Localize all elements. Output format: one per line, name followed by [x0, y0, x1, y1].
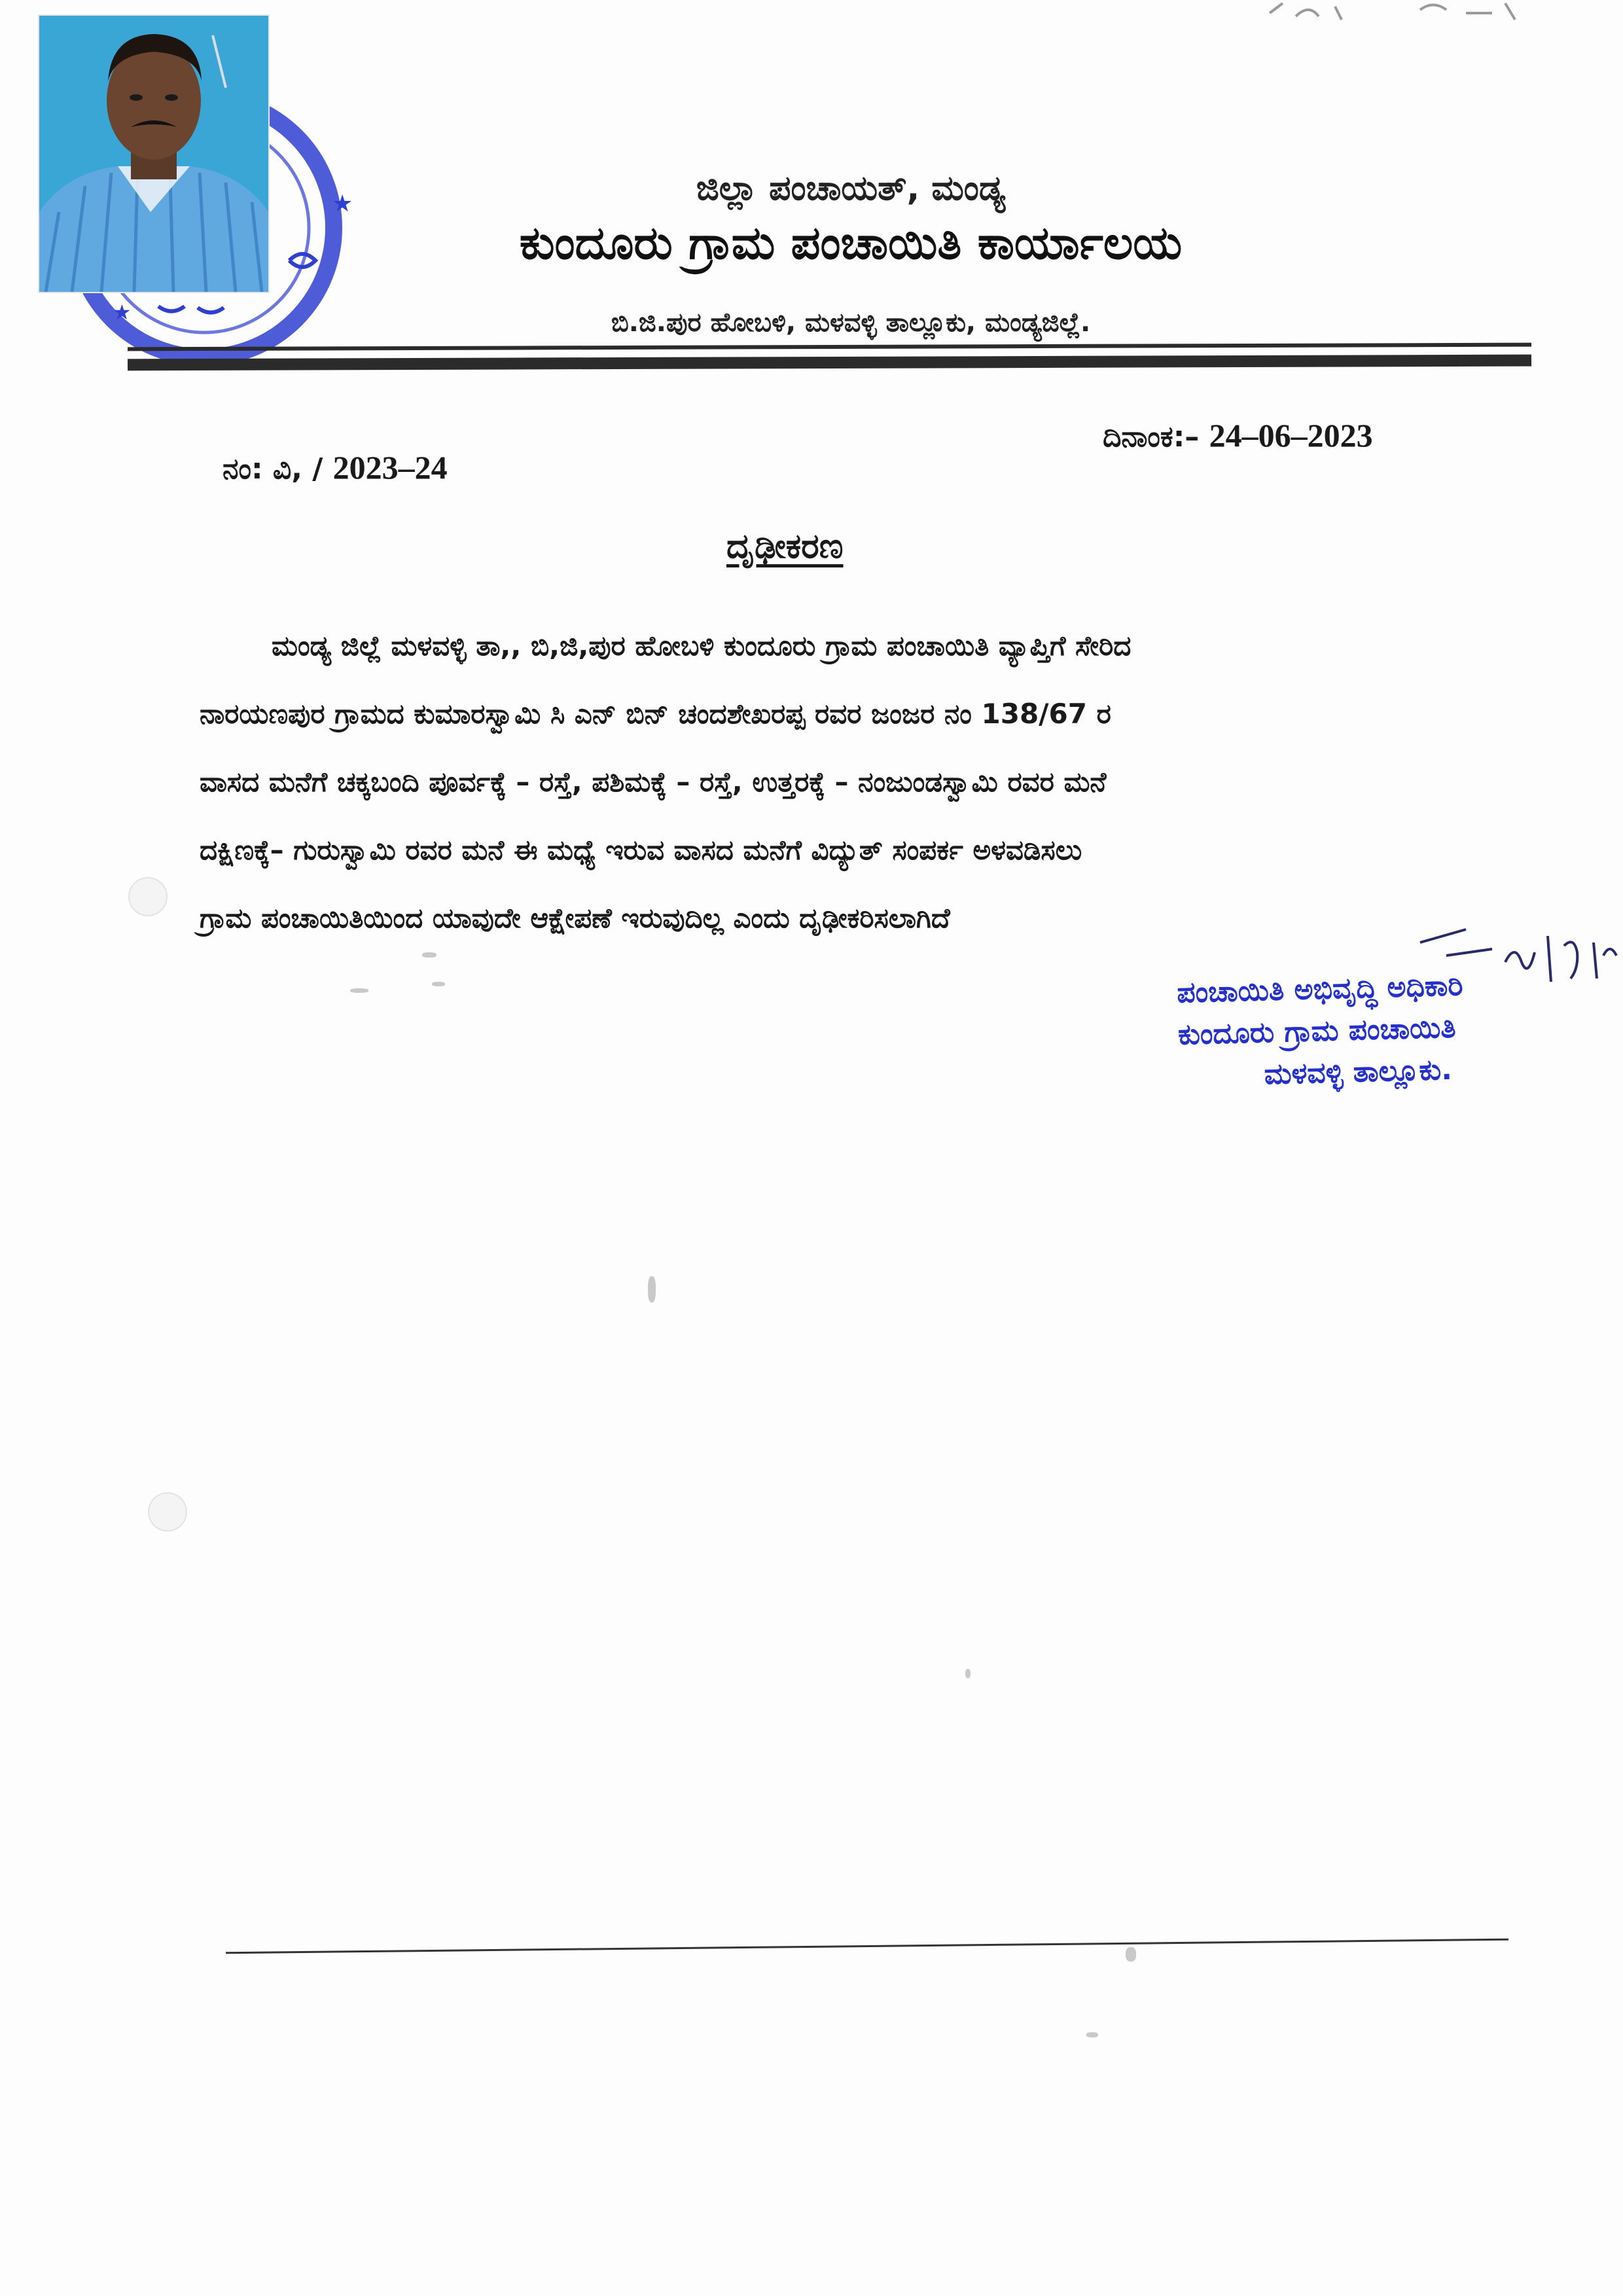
certificate-body: [200, 612, 1476, 952]
scan-speck: [965, 1669, 971, 1678]
footer-divider: [226, 1939, 1508, 1954]
svg-text:★: ★: [332, 190, 353, 217]
stamp-office: ಕುಂದೂರು ಗ್ರಾಮ ಪಂಚಾಯಿತಿ: [1177, 1011, 1457, 1052]
body-line: ನಾರಯಣಪುರ ಗ್ರಾಮದ ಕುಮಾರಸ್ವಾಮಿ ಸಿ ಎನ್ ಬಿನ್ ಚಂದಶೇಖರಪ್ಪ ರವರ ಜಂಜರ ನಂ 138/67 ರ: [200, 698, 1111, 730]
body-line: ದಕ್ಷಿಣಕ್ಕೆ– ಗುರುಸ್ವಾಮಿ ರವರ ಮನೆ ಈ ಮಧ್ಯೆ ಇರುವ ವಾಸದ ಮನೆಗೆ ವಿದ್ಯುತ್ ಸಂಪರ್ಕ ಅಳವಡಿಸಲು: [200, 834, 1082, 866]
punch-hole: [128, 877, 168, 916]
scan-speck: [432, 982, 445, 986]
reference-label: ನಂ: ವಿ, /: [223, 452, 333, 486]
body-line: ವಾಸದ ಮನೆಗೆ ಚಕ್ಕಬಂದಿ ಪೂರ್ವಕ್ಕೆ – ರಸ್ತೆ, ಪಶಿಮಕ್ಕೆ – ರಸ್ತೆ, ಉತ್ತರಕ್ಕೆ – ನಂಜುಂಡಸ್ವಾಮಿ ರವರ ಮನೆ: [200, 766, 1107, 798]
stamp-designation: ಪಂಚಾಯಿತಿ ಅಭಿವೃದ್ಧಿ ಅಧಿಕಾರಿ: [1176, 969, 1464, 1010]
body-line: ಮಂಡ್ಯ ಜಿಲ್ಲೆ ಮಳವಳ್ಳಿ ತಾ,, ಬಿ,ಜಿ,ಪುರ ಹೋಬಳಿ ಕುಂದೂರು ಗ್ರಾಮ ಪಂಚಾಯಿತಿ ವ್ಯಾಪ್ತಿಗೆ ಸೇರಿದ: [272, 630, 1132, 662]
official-stamp: [1177, 965, 1466, 1098]
scan-speck: [1126, 1947, 1136, 1962]
scan-speck: [422, 952, 437, 958]
district-heading: ಜಿಲ್ಲಾ ಪಂಚಾಯತ್, ಮಂಡ್ಯ: [696, 169, 1006, 208]
scan-speck: [648, 1276, 656, 1302]
svg-text:★: ★: [113, 300, 132, 325]
office-address: ಬಿ.ಜಿ.ಪುರ ಹೋಬಳಿ, ಮಳವಳ್ಳಿ ತಾಲ್ಲೂಕು, ಮಂಡ್ಯಜಿಲ್ಲೆ.: [611, 308, 1091, 338]
margin-scribble: [1257, 0, 1531, 46]
punch-hole: [148, 1492, 187, 1532]
stamp-taluk: ಮಳವಳ್ಳಿ ತಾಲ್ಲೂಕು.: [1264, 1052, 1453, 1092]
reference-year: 2023–24: [332, 449, 448, 486]
office-heading: ಕುಂದೂರು ಗ್ರಾಮ ಪಂಚಾಯಿತಿ ಕಾರ್ಯಾಲಯ: [519, 216, 1183, 270]
reference-number: [223, 448, 448, 486]
document-title: ದೃಢೀಕರಣ: [726, 527, 844, 566]
document-date: [1103, 416, 1373, 454]
body-line: ಗ್ರಾಮ ಪಂಚಾಯಿತಿಯಿಂದ ಯಾವುದೇ ಆಕ್ಷೇಪಣೆ ಇರುವುದಿಲ್ಲ ಎಂದು ದೃಢೀಕರಿಸಲಾಗಿದೆ: [200, 902, 950, 934]
date-value: 24–06–2023: [1209, 417, 1373, 454]
scan-speck: [1086, 2032, 1098, 2037]
scan-speck: [350, 988, 368, 993]
date-label: ದಿನಾಂಕ:–: [1103, 420, 1209, 454]
